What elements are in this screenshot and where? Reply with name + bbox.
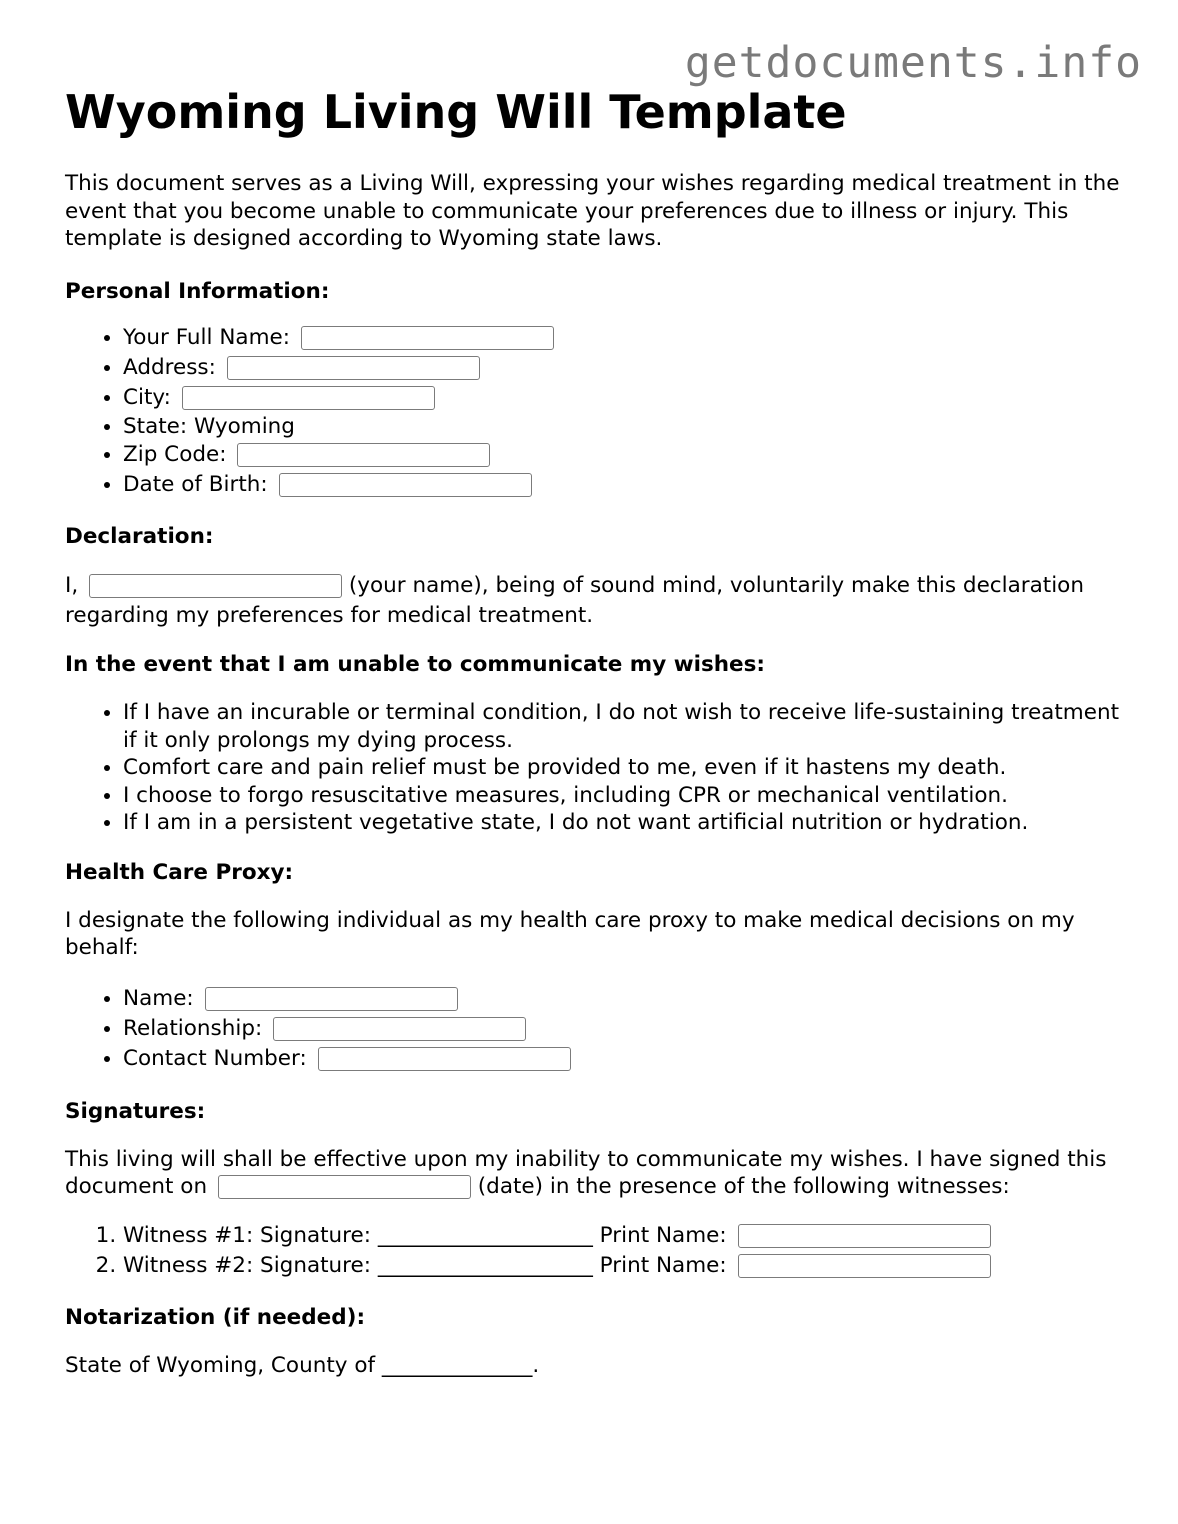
wishes-list: [65, 699, 1125, 837]
signature-date-input[interactable]: [218, 1175, 471, 1199]
zip-item: [123, 440, 1125, 470]
zip-label: Zip Code:: [123, 442, 227, 467]
wish-item: • Comfort care and pain relief must be provided to me, even if it hastens my death.: [123, 754, 1125, 782]
zip-input[interactable]: [237, 443, 490, 467]
state-item: [123, 413, 1125, 441]
address-label: Address:: [123, 354, 216, 380]
declaration-name-input[interactable]: [89, 574, 342, 598]
address-item: [123, 353, 1125, 383]
full-name-item: [123, 323, 1125, 353]
personal-heading: Personal Information:: [65, 278, 330, 304]
proxy-name-item: [123, 984, 1125, 1014]
declaration-heading: Declaration:: [65, 524, 214, 549]
proxy-name-label: Name:: [123, 985, 194, 1011]
watermark: getdocuments.info: [684, 38, 1142, 88]
signatures-heading: Signatures:: [65, 1098, 206, 1124]
city-input[interactable]: [182, 386, 435, 410]
notarization-heading: Notarization (if needed):: [65, 1304, 366, 1330]
signatures-text-after: (date) in the presence of the following witnesses:: [477, 1174, 1010, 1199]
full-name-label: Your Full Name:: [123, 324, 291, 350]
witness-1-label: Witness #1: Signature: ____________________ Print Name:: [123, 1222, 727, 1248]
dob-input[interactable]: [279, 473, 532, 497]
intro-text: This document serves as a Living Will, expressing your wishes regarding medical treatment in the event that you become unable to communicate your preferences due to illness or injury. This template is designed according to Wyoming state laws.: [65, 171, 1120, 251]
dob-label: Date of Birth:: [123, 472, 268, 497]
proxy-relationship-label: Relationship:: [123, 1015, 263, 1041]
declaration-prefix: I,: [65, 573, 79, 598]
notarization-text: State of Wyoming, County of ______________.: [65, 1352, 540, 1378]
wish-item: • I choose to forgo resuscitative measures, including CPR or mechanical ventilation.: [123, 782, 1125, 810]
witness-list: [65, 1221, 1125, 1281]
signatures-text-before: This living will shall be effective upon my inability to communicate my wishes. I have signed this document on: [65, 1146, 1107, 1199]
witness-1-print-name-input[interactable]: [738, 1224, 991, 1248]
document-page: [65, 84, 1125, 1379]
witness-2-label: Witness #2: Signature: ____________________ Print Name:: [123, 1252, 727, 1278]
full-name-input[interactable]: [301, 326, 554, 350]
page-title: Wyoming Living Will Template: [65, 85, 847, 139]
proxy-heading: Health Care Proxy:: [65, 859, 294, 885]
proxy-intro: I designate the following individual as my health care proxy to make medical decisions on my behalf:: [65, 907, 1075, 960]
dob-item: [123, 470, 1125, 500]
proxy-contact-item: [123, 1044, 1125, 1074]
proxy-fields: [65, 984, 1125, 1074]
witness-1-item: [123, 1221, 1125, 1251]
declaration-suffix: (your name), being of sound mind, voluntarily make this declaration regarding my preferences for medical treatment.: [65, 573, 1084, 628]
personal-fields: [65, 323, 1125, 501]
proxy-contact-label: Contact Number:: [123, 1045, 307, 1071]
address-input[interactable]: [227, 356, 480, 380]
witness-2-item: [123, 1251, 1125, 1281]
wish-item: • If I have an incurable or terminal condition, I do not wish to receive life-sustaining treatment if it only prolongs my dying process.: [123, 699, 1125, 754]
city-item: [123, 383, 1125, 413]
city-label: City:: [123, 384, 171, 410]
proxy-relationship-input[interactable]: [273, 1017, 526, 1041]
proxy-name-input[interactable]: [205, 987, 458, 1011]
declaration-text: [65, 571, 1125, 631]
state-text: State: Wyoming: [123, 413, 295, 439]
witness-2-print-name-input[interactable]: [738, 1254, 991, 1278]
wish-item: • If I am in a persistent vegetative state, I do not want artificial nutrition or hydration.: [123, 809, 1125, 837]
signatures-text: [65, 1146, 1125, 1201]
proxy-contact-input[interactable]: [318, 1047, 571, 1071]
wishes-heading: In the event that I am unable to communicate my wishes:: [65, 652, 766, 677]
proxy-relationship-item: [123, 1014, 1125, 1044]
